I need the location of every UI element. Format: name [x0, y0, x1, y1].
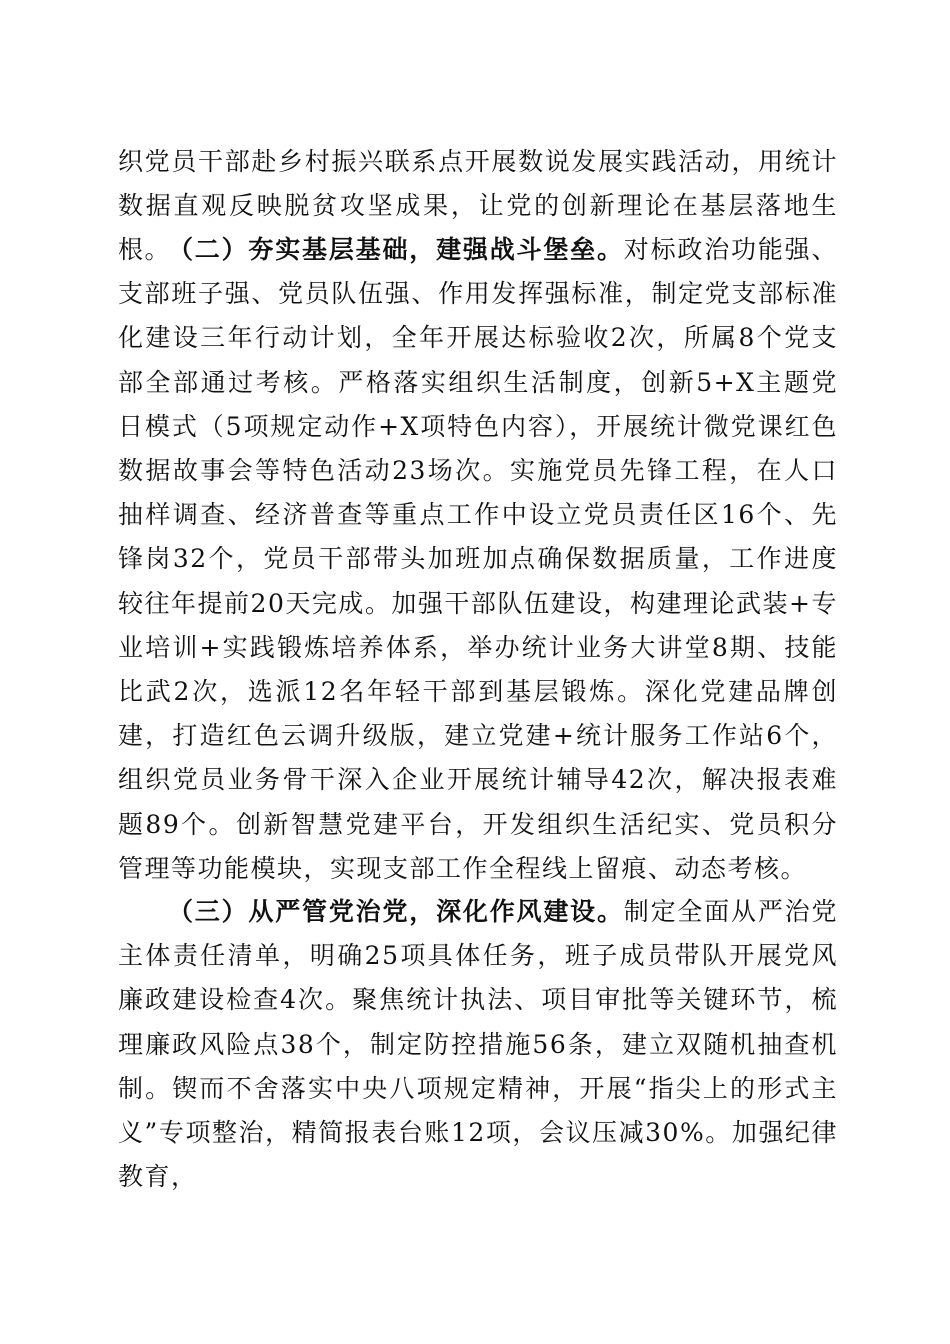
section-2-body: 对标政治功能强、支部班子强、党员队伍强、作用发挥强标准，制定党支部标准化建设三年行动计划，全年开展达标验收2次，所属8个党支部全部通过考核。严格落实组织生活制度，创新5+X主题党日模式（5项规定动作+X项特色内容），开展统计微党课红色数据故事会等特色活动23场次。实施党员先锋工程，在人口抽样调查、经济普查等重点工作中设立党员责任区16个、先锋岗32个，党员干部带头加班加点确保数据质量，工作进度较往年提前20天完成。加强干部队伍建设，构建理论武装+专业培训+实践锻炼培养体系，举办统计业务大讲堂8期、技能比武2次，选派12名年轻干部到基层锻炼。深化党建品牌创建，打造红色云调升级版，建立党建+统计服务工作站6个，组织党员业务骨干深入企业开展统计辅导42次，解决报表难题89个。创新智慧党建平台，开发组织生活纪实、党员积分管理等功能模块，实现支部工作全程线上留痕、动态考核。	[118, 235, 838, 883]
section-3-heading: （三）从严管党治党，深化作风建设。	[168, 897, 624, 926]
section-3-text	[118, 890, 838, 1199]
section-3-body: 制定全面从严治党主体责任清单，明确25项具体任务，班子成员带队开展党风廉政建设检查4次。聚焦统计执法、项目审批等关键环节，梳理廉政风险点38个，制定防控措施56条，建立双随机抽查机制。锲而不舍落实中央八项规定精神，开展“指尖上的形式主义”专项整治，精简报表台账12项，会议压减30%。加强纪律教育，	[118, 897, 838, 1192]
section-2-heading: （二）夯实基层基础，建强战斗堡垒。	[168, 235, 624, 264]
paragraph-text: 织党员干部赴乡村振兴联系点开展数说发展实践活动，用统计数据直观反映脱贫攻坚成果，让党的创新理论在基层落地生根。	[118, 147, 838, 265]
section-2-text	[118, 228, 838, 891]
section-2-paragraph	[118, 228, 838, 891]
section-3-paragraph	[118, 890, 838, 1199]
